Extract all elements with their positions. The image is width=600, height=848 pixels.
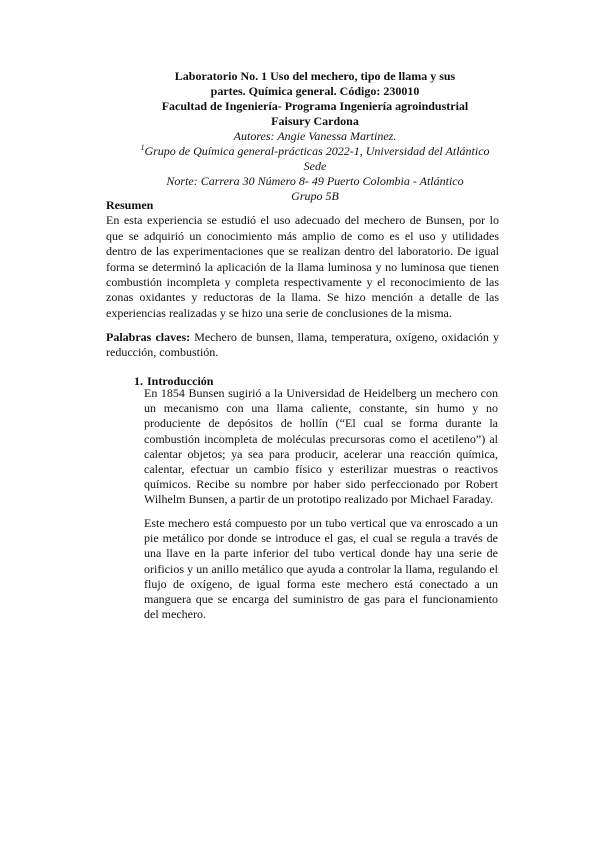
- abstract-section: [106, 198, 499, 321]
- introduction-number: 1.: [134, 374, 143, 388]
- affiliation-superscript: 1: [140, 143, 145, 152]
- introduction-paragraph-1: En 1854 Bunsen sugirió a la Universidad de Heidelberg un mechero con un mecanismo con una llama caliente, constante, sin humo y no produciente de depósitos de hollín (“El cual se forma durante la combustión incompleta de moléculas precursoras como el acetileno”) al calentar objetos; ya sea para producir, acelerar una reacción química, calentar, efectuar un cambio físico y esterilizar muestras o reactivos químicos. Recibe su nombre por haber sido perfeccionado por Robert Wilhelm Bunsen, a partir de un prototipo realizado por Michael Faraday.: [144, 386, 498, 507]
- abstract-text: En esta experiencia se estudió el uso adecuado del mechero de Bunsen, por lo que se adquirió un conocimiento más amplio de como es el uso y utilidades dentro de las experimentaciones que se realizan dentro del laboratorio. De igual forma se determinó la aplicación de la llama luminosa y no luminosa que tienen combustión incompleta y completa respectivamente y el reconocimiento de las zonas oxidantes y reductoras de la llama. Se hizo mención a detalle de las experiencias realizadas y se hizo una serie de conclusiones de la misma.: [106, 213, 499, 320]
- affiliation-line-2: Norte: Carrera 30 Número 8- 49 Puerto Colombia - Atlántico: [166, 174, 464, 188]
- introduction-title: Introducción: [147, 374, 214, 388]
- authors-line: Autores: Angie Vanessa Martinez.: [233, 129, 397, 143]
- abstract-heading: Resumen: [106, 198, 154, 212]
- introduction-paragraph-2: Este mechero está compuesto por un tubo vertical que va enroscado a un pie metálico por donde se introduce el gas, el cual se regula a través de una llave en la parte inferior del tubo vertical donde hay una serie de orificios y un anillo metálico que ayuda a controlar la llama, regulando el flujo de oxígeno, de igual forma este mechero está conectado a un manguera que se encarga del suministro de gas para el funcionamiento del mechero.: [144, 516, 498, 622]
- keywords-label: Palabras claves:: [106, 330, 191, 344]
- group-line: Grupo 5B: [291, 189, 339, 203]
- main-author: Faisury Cardona: [271, 114, 359, 128]
- title-line-1: Laboratorio No. 1 Uso del mechero, tipo de llama y sus: [174, 69, 456, 83]
- affiliation-line-1: [140, 144, 490, 174]
- keywords-text: Mechero de bunsen, llama, temperatura, oxígeno, oxidación y reducción, combustión.: [106, 330, 499, 360]
- affiliation-text-1: Grupo de Química general-prácticas 2022-1, Universidad del Atlántico Sede: [144, 144, 490, 173]
- faculty-line: Facultad de Ingeniería- Programa Ingeniería agroindustrial: [161, 99, 469, 113]
- document-header: [140, 69, 490, 204]
- keywords-section: [106, 330, 499, 361]
- title-line-2: partes. Química general. Código: 230010: [210, 84, 420, 98]
